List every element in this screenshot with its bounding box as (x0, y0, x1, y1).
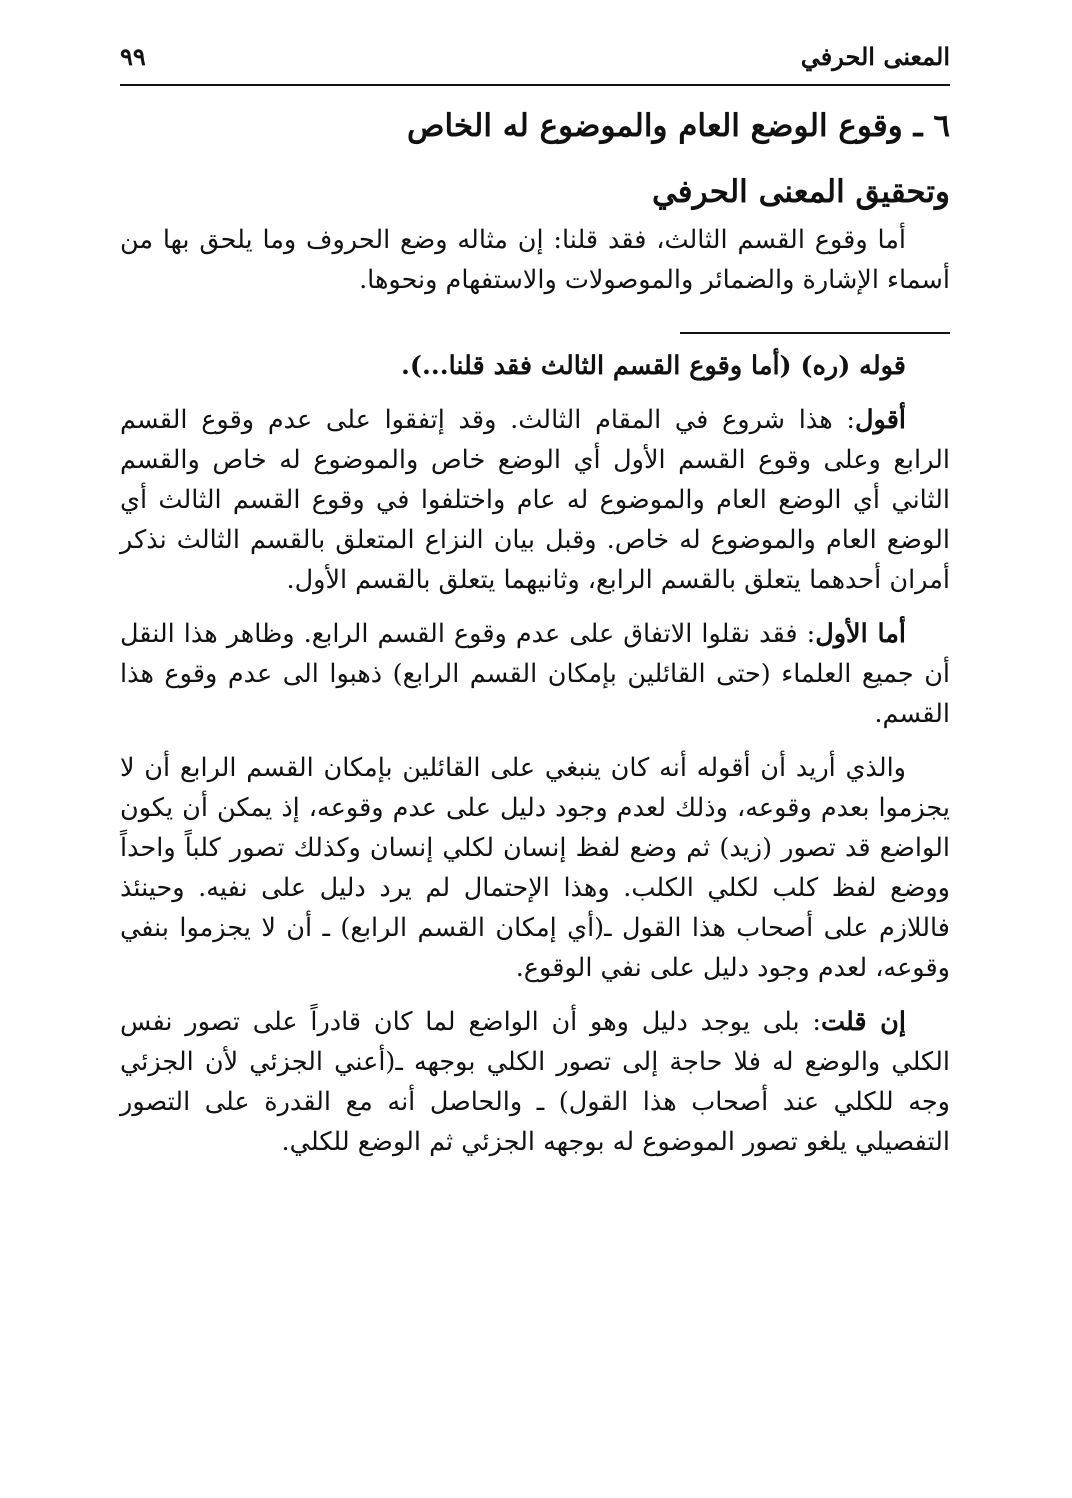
commentary-paragraph-2 (120, 614, 950, 734)
footnote-divider (680, 332, 950, 334)
paragraph-4-lead: إن قلت (820, 1007, 906, 1037)
section-subtitle: وتحقيق المعنى الحرفي (651, 174, 950, 210)
main-paragraph: أما وقوع القسم الثالث، فقد قلنا: إن مثاله وضع الحروف وما يلحق بها من أسماء الإشارة والضمائر والموصولات والاستفهام ونحوها. (120, 225, 950, 295)
paragraph-1-lead: أقول (855, 405, 906, 435)
commentary-paragraph-3 (120, 748, 950, 988)
paragraph-2-lead: أما الأول (815, 619, 906, 649)
commentary (120, 346, 950, 1162)
paragraph-1-text: : هذا شروع في المقام الثالث. وقد إتفقوا على عدم وقوع القسم الرابع وعلى وقوع القسم الأول أي الوضع خاص والموضوع له خاص والقسم الثاني أي الوضع العام والموضوع له عام واختلفوا في وقوع القسم الثالث أي الوضع العام والموضوع له خاص. وقبل بيان النزاع المتعلق بالقسم الثالث نذكر أمران أحدهما يتعلق بالقسم الرابع، وثانيهما يتعلق بالقسم الأول. (120, 405, 950, 595)
book-page (120, 38, 950, 1176)
commentary-paragraph-1 (120, 400, 950, 600)
running-title: المعنى الحرفي (800, 42, 950, 71)
commentary-paragraph-4 (120, 1002, 950, 1162)
main-text (120, 220, 950, 300)
quote-text: قوله (ره) (أما وقوع القسم الثالث فقد قلنا...). (401, 351, 906, 381)
running-header (120, 38, 950, 86)
paragraph-2-text: : فقد نقلوا الاتفاق على عدم وقوع القسم الرابع. وظاهر هذا النقل أن جميع العلماء (حتى القائلين بإمكان القسم الرابع) ذهبوا الى عدم وقوع هذا القسم. (120, 619, 950, 729)
paragraph-3-text: والذي أريد أن أقوله أنه كان ينبغي على القائلين بإمكان القسم الرابع أن لا يجزموا بعدم وقوعه، وذلك لعدم وجود دليل على عدم وقوعه، إذ يمكن أن يكون الواضع قد تصور (زيد) ثم وضع لفظ إنسان لكلي إنسان وكذلك تصور كلباً واحداً ووضع لفظ كلب لكلي الكلب. وهذا الإحتمال لم يرد دليل على نفيه. وحينئذ فاللازم على أصحاب هذا القول ـ(أي إمكان القسم الرابع) ـ أن لا يجزموا بنفي وقوعه، لعدم وجود دليل على نفي الوقوع. (120, 753, 950, 983)
commentary-quote (120, 346, 950, 386)
paragraph-4-text: : بلى يوجد دليل وهو أن الواضع لما كان قادراً على تصور نفس الكلي والوضع له فلا حاجة إلى تصور الكلي بوجهه ـ(أعني الجزئي لأن الجزئي وجه للكلي عند أصحاب هذا القول) ـ والحاصل أنه مع القدرة على التصور التفصيلي يلغو تصور الموضوع له بوجهه الجزئي ثم الوضع للكلي. (120, 1007, 950, 1157)
section-title: ٦ ـ وقوع الوضع العام والموضوع له الخاص (407, 108, 950, 144)
page-number: ٩٩ (120, 42, 146, 71)
